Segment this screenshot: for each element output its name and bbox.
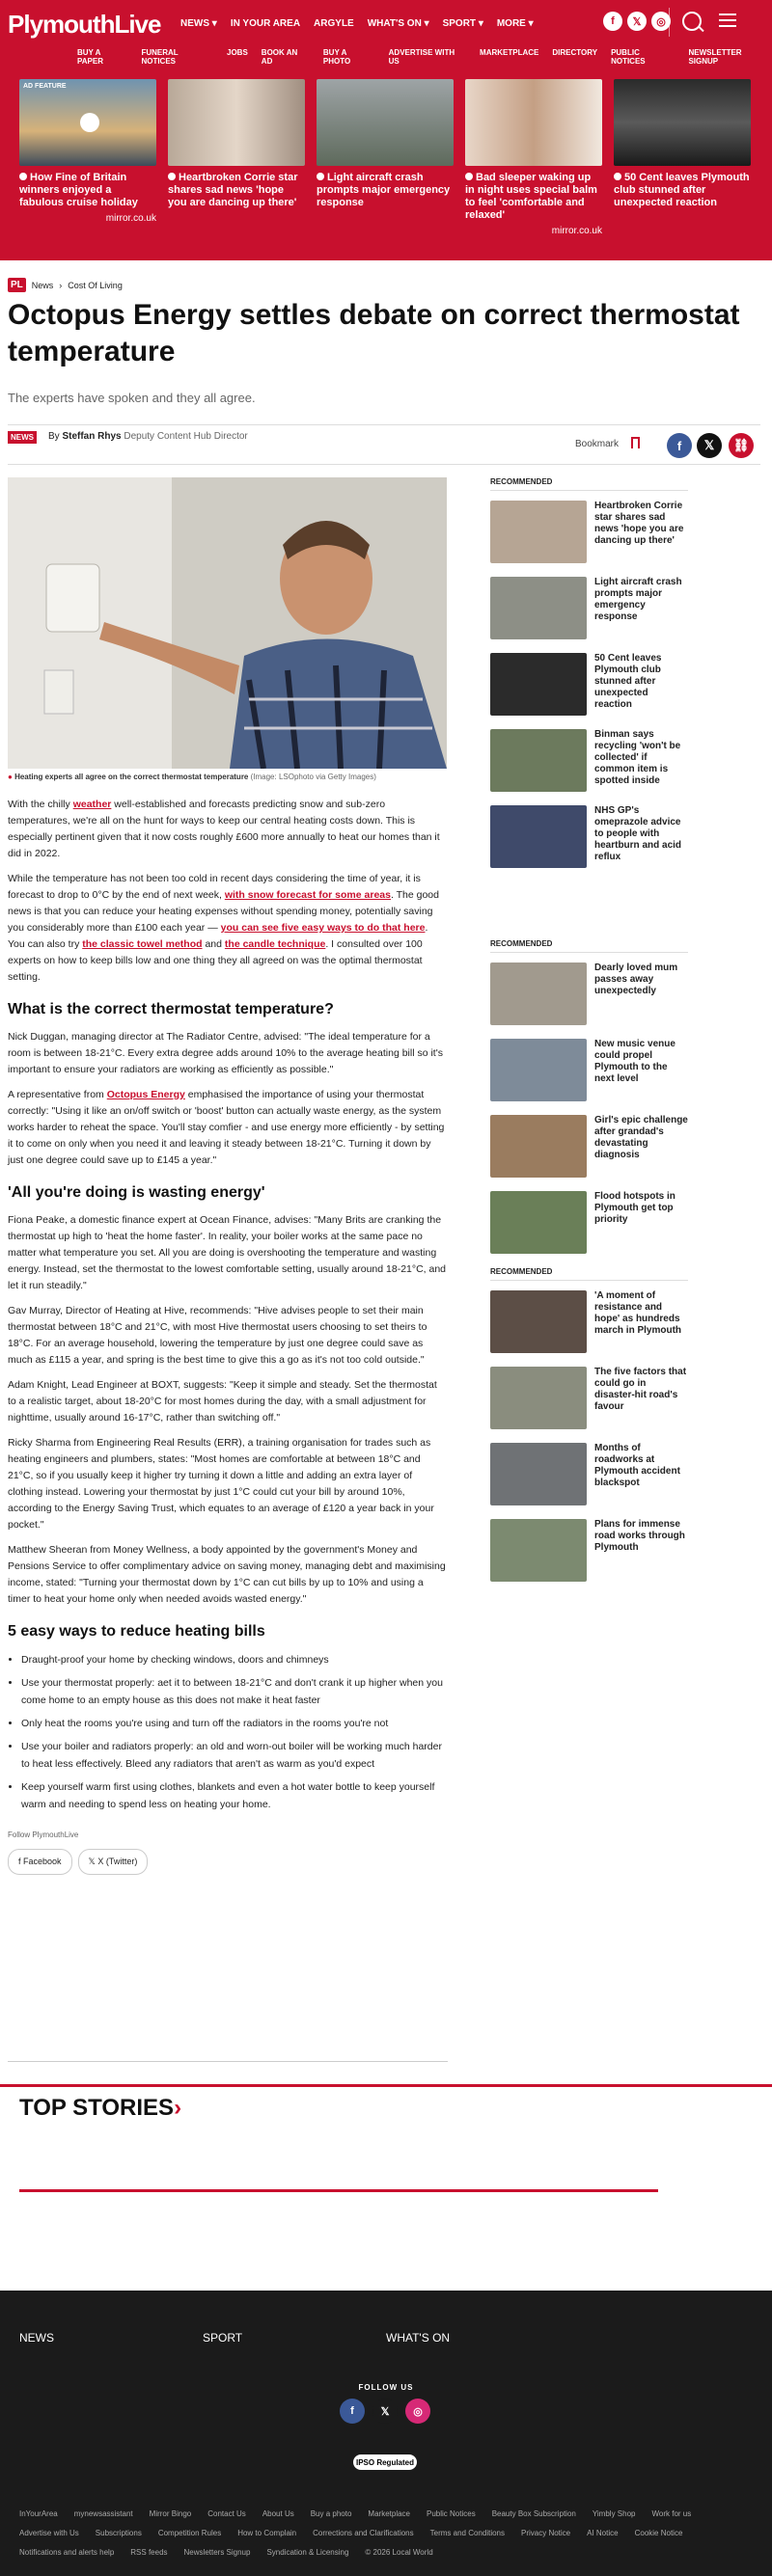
thumbnail — [490, 1367, 587, 1429]
tile-image — [19, 79, 156, 166]
thumbnail — [490, 1519, 587, 1582]
thumbnail — [490, 1191, 587, 1254]
thumbnail — [490, 1115, 587, 1178]
tile[interactable] — [317, 79, 454, 236]
header-social — [603, 12, 671, 31]
tile-title: Light aircraft crash prompts major emergency response — [317, 172, 451, 208]
footer-link[interactable]: Buy a photo — [310, 2509, 352, 2518]
subnav-newsletter[interactable]: NEWSLETTER SIGNUP — [688, 48, 742, 66]
breadcrumb-section[interactable]: Cost Of Living — [68, 280, 123, 290]
sidebar-heading: RECOMMENDED — [490, 477, 688, 491]
paragraph: Nick Duggan, managing director at The Radiator Centre, advised: "The ideal temperature for a room is between 18-21°C. Every extra degree adds around 10% to the average heating bill so it's important to ensure your radiators are working as efficiently as possible." — [8, 1031, 443, 1075]
top-tiles — [19, 79, 751, 236]
thumbnail — [490, 1443, 587, 1505]
footer-link[interactable]: InYourArea — [19, 2509, 58, 2518]
news-badge: NEWS — [8, 431, 37, 444]
subnav-funeral[interactable]: FUNERAL NOTICES — [141, 48, 179, 66]
nav-sport[interactable]: SPORT ▾ — [442, 18, 483, 29]
footer-link[interactable]: Cookie Notice — [634, 2529, 683, 2537]
paragraph: Adam Knight, Lead Engineer at BOXT, suggests: "Keep it simple and steady. Set the thermostat to a realistic target, about 18-20°C for most homes during the day, with a small adjustment for nighttime, usually around 16-17°C, rather than switching off." — [8, 1379, 437, 1424]
chevron-right-icon: › — [174, 2095, 182, 2121]
footer-link[interactable]: Syndication & Licensing — [266, 2548, 349, 2557]
octopus-link[interactable]: Octopus Energy — [106, 1089, 185, 1100]
menu-icon[interactable] — [719, 14, 736, 27]
list-item[interactable]: 'A moment of resistance and hope' as hundreds march in Plymouth — [490, 1290, 688, 1353]
footer-link[interactable]: Competition Rules — [157, 2529, 222, 2537]
footer-link[interactable]: Corrections and Clarifications — [313, 2529, 414, 2537]
camera-icon: ● — [8, 773, 13, 781]
play-icon[interactable] — [80, 113, 99, 132]
section-heading: What is the correct thermostat temperature? — [8, 1001, 334, 1017]
footer-link[interactable]: AI Notice — [587, 2529, 619, 2537]
list-item: • Draught-proof your home by checking windows, doors and chimneys — [21, 1651, 447, 1668]
thumbnail — [490, 577, 587, 639]
breadcrumb-news[interactable]: News — [31, 280, 54, 290]
footer-link[interactable]: How to Complain — [237, 2529, 297, 2537]
x-follow-button[interactable]: 𝕏 X (Twitter) — [78, 1849, 149, 1875]
footer-link[interactable]: RSS feeds — [130, 2548, 168, 2557]
footer-link[interactable]: Contact Us — [207, 2509, 246, 2518]
footer-link[interactable]: Yimbly Shop — [592, 2509, 636, 2518]
footer-link[interactable]: Public Notices — [427, 2509, 476, 2518]
article-body — [8, 477, 447, 1875]
image-caption — [8, 772, 447, 783]
author-role: Deputy Content Hub Director — [124, 431, 248, 442]
footer-link[interactable]: Notifications and alerts help — [19, 2548, 115, 2557]
thumbnail — [490, 1290, 587, 1353]
list-item[interactable]: Heartbroken Corrie star shares sad news 'hope you are dancing up there' — [490, 501, 688, 563]
tile[interactable] — [168, 79, 305, 236]
sidebar-heading: RECOMMENDED — [490, 1267, 688, 1281]
search-icon[interactable] — [682, 12, 702, 31]
thumbnail — [490, 501, 587, 563]
subnav-jobs[interactable]: JOBS — [227, 48, 248, 57]
page-title: Octopus Energy settles debate on correct thermostat temperature — [8, 299, 740, 367]
site-logo[interactable]: PlymouthLive — [8, 10, 161, 39]
list-item[interactable]: New music venue could propel Plymouth to the next level — [490, 1039, 688, 1101]
follow-label: Follow PlymouthLive — [8, 1830, 79, 1839]
ipso-badge[interactable]: IPSO Regulated — [353, 2454, 417, 2470]
paragraph: Fiona Peake, a domestic finance expert at Ocean Finance, advises: "Many Brits are cranking the thermostat up high to 'heat the home faster'. In reality, your boiler works at the same pace no matter what temperature you set. All you are doing is overshooting the temperature and wasting energy. Instead, set the thermostat to the lowest comfortable setting, usually around 18-21°C, and let it run steadily." — [8, 1214, 447, 1291]
footer-link[interactable]: Work for us — [651, 2509, 692, 2518]
facebook-icon[interactable]: f — [340, 2399, 365, 2424]
nav-news[interactable]: NEWS ▾ — [180, 18, 217, 29]
subnav-directory[interactable]: DIRECTORY — [552, 48, 598, 57]
thermostat-photo — [8, 477, 447, 769]
tile-source: mirror.co.uk — [551, 226, 602, 236]
author-name[interactable]: Steffan Rhys — [62, 431, 122, 442]
list-item[interactable]: 50 Cent leaves Plymouth club stunned after unexpected reaction — [490, 653, 688, 716]
thumbnail — [490, 963, 587, 1025]
tips-list — [8, 1651, 447, 1813]
list-item[interactable]: Flood hotspots in Plymouth get top priority — [490, 1191, 688, 1254]
chevron-right-icon: › — [59, 280, 63, 290]
bookmark-label[interactable]: Bookmark — [575, 439, 620, 449]
tile-image — [614, 79, 751, 166]
list-item: • Only heat the rooms you're using and turn off the radiators in the rooms you're not — [21, 1715, 447, 1732]
footer-link[interactable]: Terms and Conditions — [429, 2529, 505, 2537]
sidebar-heading: RECOMMENDED — [490, 939, 688, 953]
towel-link[interactable]: the classic towel method — [82, 938, 203, 950]
tile-title: Heartbroken Corrie star shares sad news 'hope you are dancing up there' — [168, 172, 298, 208]
footer-link[interactable]: Mirror Bingo — [149, 2509, 192, 2518]
list-item[interactable]: Months of roadworks at Plymouth accident blackspot — [490, 1443, 688, 1505]
follow-us-label: FOLLOW US — [358, 2383, 414, 2392]
list-item[interactable]: The five factors that could go in disaster-hit road's favour — [490, 1367, 688, 1429]
tile-title: How Fine of Britain winners enjoyed a fabulous cruise holiday — [19, 172, 138, 208]
footer-link[interactable]: Privacy Notice — [521, 2529, 571, 2537]
list-item[interactable]: Plans for immense road works through Plymouth — [490, 1519, 688, 1582]
thumbnail — [490, 653, 587, 716]
snow-link[interactable]: with snow forecast for some areas — [224, 889, 391, 901]
paragraph: A representative from Octopus Energy emphasised the importance of using your thermostat correctly: "Using it like an on/off switch or 'boost' button can actually waste energy, as the system works harder to reheat the space. You'll stay comfier - and use energy more efficiently - by setting it to come on only when you need it and leaving it steady between 18-21°C. Turning it down by just one degree could save up to £145 a year." — [8, 1089, 445, 1166]
page-subtitle: The experts have spoken and they all agree. — [8, 391, 256, 405]
five-ways-link[interactable]: you can see five easy ways to do that here — [220, 922, 426, 934]
tile-source: mirror.co.uk — [105, 213, 156, 224]
copyright: © 2026 Local World — [365, 2548, 433, 2557]
section-heading: 'All you're doing is wasting energy' — [8, 1184, 265, 1201]
divider — [8, 2061, 448, 2062]
facebook-icon[interactable]: f — [603, 12, 622, 31]
tile-image — [317, 79, 454, 166]
nav-argyle[interactable]: ARGYLE — [314, 18, 354, 29]
footer-link[interactable]: Newsletters Signup — [183, 2548, 251, 2557]
image-credit: (Image: LSOphoto via Getty Images) — [250, 773, 376, 781]
section-heading: 5 easy ways to reduce heating bills — [8, 1623, 265, 1640]
tile[interactable] — [614, 79, 751, 236]
divider — [0, 2084, 772, 2087]
by-label: By — [48, 431, 60, 442]
paragraph: While the temperature has not been too cold in recent days considering the time of year, it is forecast to drop to 0°C by the end of next week, with snow forecast for some areas. The good news is that you can reduce your heating expenses without spending money, potentially saving you considerably more than £100 each year — you can see five easy ways to do that here. You can also try the classic towel method and the candle technique. I consulted over 100 experts on how to keep bills low and one thing they all agreed on was the optimal thermostat setting. — [8, 873, 439, 983]
list-item: • Keep yourself warm first using clothes, blankets and even a hot water bottle to keep yourself warm and needing to spend less on heating your home. — [21, 1778, 447, 1813]
caption-text: Heating experts all agree on the correct thermostat temperature — [14, 773, 249, 781]
x-icon[interactable]: 𝕏 — [627, 12, 647, 31]
nav-more[interactable]: MORE ▾ — [496, 18, 534, 29]
top-stories-heading[interactable]: TOP STORIES› — [19, 2095, 182, 2121]
nav-whats-on[interactable]: WHAT'S ON ▾ — [367, 18, 429, 29]
paragraph: With the chilly weather well-established and forecasts predicting snow and sub-zero temperatures, we're all on the hunt for ways to keep our central heating costs down. This is especially pertinent given that it now costs roughly £600 more annually to heat our homes than it did in 2022. — [8, 799, 440, 859]
list-item[interactable]: Dearly loved mum passes away unexpectedly — [490, 963, 688, 1025]
tile-title: Bad sleeper waking up in night uses special balm to feel 'comfortable and relaxed' — [465, 172, 597, 221]
site-header — [0, 0, 772, 260]
subnav-marketplace[interactable]: MARKETPLACE — [480, 48, 539, 57]
list-item: • Use your boiler and radiators properly: an old and worn-out boiler will be working much harder to heat less effectively. Bleed any radiators that aren't as warm as you'd expect — [21, 1738, 447, 1773]
subnav-buy-photo[interactable]: BUY A PHOTO — [322, 48, 351, 66]
sub-nav — [77, 48, 772, 66]
subnav-buy-paper[interactable]: BUY A PAPER — [77, 48, 103, 66]
list-item[interactable]: Binman says recycling 'won't be collected' if common item is spotted inside — [490, 729, 688, 792]
breadcrumb — [8, 278, 123, 292]
sidebar — [490, 477, 688, 1595]
ad-feature-tag: AD FEATURE — [23, 83, 67, 90]
byline-bar — [8, 424, 760, 465]
divider — [19, 2189, 658, 2192]
footer-link[interactable]: Beauty Box Subscription — [491, 2509, 576, 2518]
footer-link[interactable]: About Us — [262, 2509, 294, 2518]
instagram-icon[interactable]: ◎ — [405, 2399, 430, 2424]
subnav-public-notices[interactable]: PUBLIC NOTICES — [611, 48, 646, 66]
footer-links — [19, 2505, 753, 2562]
footer-whats-on[interactable]: WHAT'S ON — [386, 2331, 451, 2345]
weather-link[interactable]: weather — [72, 799, 112, 810]
x-share-icon[interactable]: 𝕏 — [697, 433, 722, 458]
paragraph: Ricky Sharma from Engineering Real Results (ERR), a training organisation for trades such as heating engineers and plumbers, states: "Most homes are comfortable at between 18°C and 21°C, so if you usually keep it higher try turning it down a little and adding an extra layer of clothing instead. Lowering your thermostat by just 1°C could cut your bill by around 10%, according to the Energy Saving Trust, which equates to an average of £120 a year back in your pocket." — [8, 1437, 434, 1531]
footer-link[interactable]: Marketplace — [368, 2509, 410, 2518]
thumbnail — [490, 1039, 587, 1101]
thumbnail — [490, 805, 587, 868]
nav-in-your-area[interactable]: IN YOUR AREA — [230, 18, 301, 29]
subnav-book-ad[interactable]: BOOK AN AD — [261, 48, 298, 66]
link-share-icon[interactable]: ⛓ — [729, 433, 754, 458]
list-item[interactable]: NHS GP's omeprazole advice to people with heartburn and acid reflux — [490, 805, 688, 868]
tile-image — [465, 79, 602, 166]
list-item: • Use your thermostat properly: aet it to between 18-21°C and don't crank it up higher when you come home to an empty house as this does not make it heat faster — [21, 1674, 447, 1709]
x-icon[interactable]: 𝕏 — [372, 2399, 398, 2424]
subnav-advertise[interactable]: ADVERTISE WITH US — [388, 48, 455, 66]
pl-logo[interactable]: PL — [8, 278, 26, 292]
hero-image — [8, 477, 447, 769]
facebook-share-icon[interactable]: f — [667, 433, 692, 458]
tile-title: 50 Cent leaves Plymouth club stunned after unexpected reaction — [614, 172, 750, 208]
tile[interactable] — [19, 79, 156, 236]
footer-sport[interactable]: SPORT — [203, 2331, 243, 2345]
footer-link[interactable]: mynewsassistant — [73, 2509, 133, 2518]
divider — [669, 8, 670, 37]
list-item[interactable]: Girl's epic challenge after grandad's devastating diagnosis — [490, 1115, 688, 1178]
thumbnail — [490, 729, 587, 792]
bookmark-icon[interactable] — [631, 437, 640, 448]
tile[interactable] — [465, 79, 602, 236]
footer-link[interactable]: Subscriptions — [95, 2529, 142, 2537]
main-nav — [180, 18, 534, 29]
facebook-follow-button[interactable]: f Facebook — [8, 1849, 72, 1875]
instagram-icon[interactable]: ◎ — [651, 12, 671, 31]
tile-image — [168, 79, 305, 166]
footer-link[interactable]: Advertise with Us — [19, 2529, 79, 2537]
paragraph: Gav Murray, Director of Heating at Hive, recommends: "Hive advises people to set their main thermostat between 18°C and 21°C, with most Hive thermostat users choosing to set theirs to 18°C. For an average household, lowering the temperature by just one degree could save as much as £115 a year, and spring is the best time to give this a go as it's not too cold outside." — [8, 1305, 427, 1366]
footer-news[interactable]: NEWS — [19, 2331, 54, 2345]
candle-link[interactable]: the candle technique — [224, 938, 326, 950]
paragraph: Matthew Sheeran from Money Wellness, a body appointed by the government's Money and Pensions Service to offer complimentary advice on saving money, managing debt and maximising income, stated: "Turning your thermostat down by 1°C can cut bills by up to 10% and using a timer to heat your home only when needed avoids wasted energy." — [8, 1544, 446, 1605]
site-footer — [0, 2291, 772, 2576]
list-item[interactable]: Light aircraft crash prompts major emergency response — [490, 577, 688, 639]
